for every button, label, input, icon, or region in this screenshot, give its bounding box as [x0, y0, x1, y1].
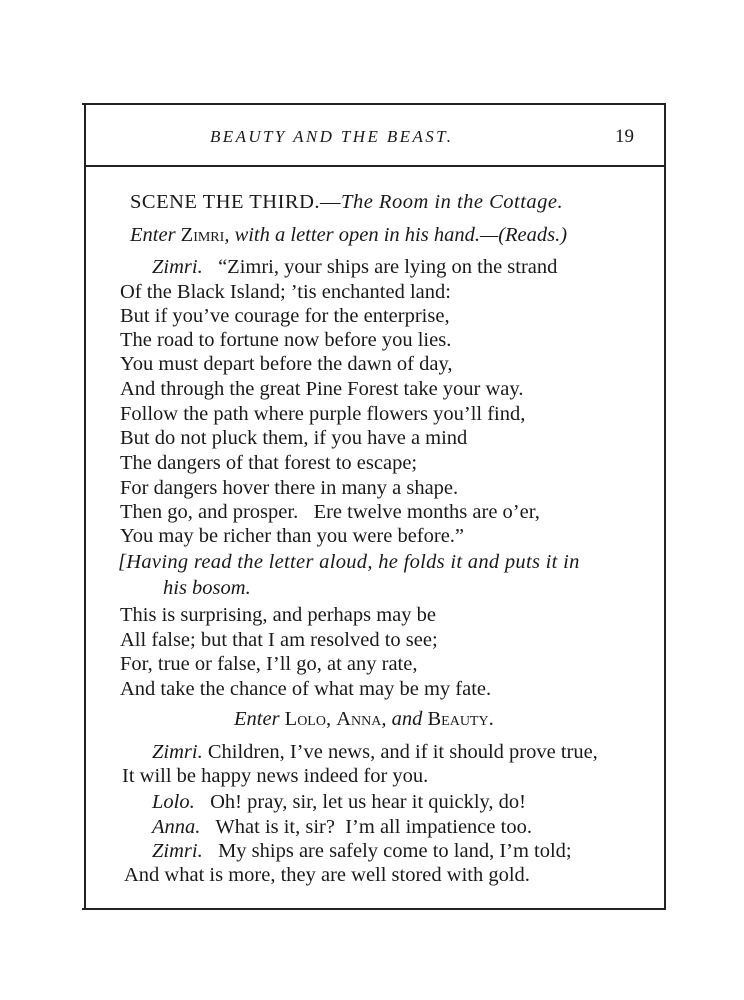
stage-direction-line: his bosom. [163, 577, 251, 599]
verse-line [152, 817, 532, 838]
page-number: 19 [615, 126, 634, 147]
verse-line: Then go, and prosper. Ere twelve months are o’er, [120, 501, 540, 523]
entrance-action: , with a letter open in his hand.—(Reads.) [224, 224, 568, 246]
speaker-name: Zimri. [152, 256, 203, 278]
right-border-rule [664, 103, 666, 909]
top-border-rule [82, 103, 664, 105]
verse-text: “Zimri, your ships are lying on the strand [218, 256, 558, 278]
stage-entrance-2 [234, 709, 494, 730]
scene-heading-dash: — [320, 191, 342, 213]
entrance-character-name: Beauty. [427, 708, 494, 730]
verse-text: My ships are safely come to land, I’m told; [218, 840, 572, 862]
verse-line [152, 841, 572, 862]
speaker-name: Zimri. [152, 741, 203, 763]
speaker-name: Zimri. [152, 840, 203, 862]
verse-text: What is it, sir? I’m all impatience too. [215, 816, 532, 838]
verse-line [152, 742, 598, 763]
verse-line: All false; but that I am resolved to see; [120, 629, 438, 651]
verse-line: Of the Black Island; ’tis enchanted land: [120, 281, 451, 303]
verse-line: And what is more, they are well stored with gold. [124, 864, 530, 886]
entrance-character-name: Lolo [284, 708, 326, 730]
stage-entrance-1 [130, 225, 567, 246]
left-border-rule [84, 103, 86, 909]
entrance-character-name: Zimri [180, 224, 225, 246]
verse-line: But if you’ve courage for the enterprise, [120, 305, 450, 327]
entrance-enter-word: Enter [130, 224, 176, 246]
stage-direction-line: [Having read the letter aloud, he folds it and puts it in [118, 551, 580, 573]
verse-line: Follow the path where purple flowers you’ll find, [120, 403, 526, 425]
speaker-name: Lolo. [152, 791, 195, 813]
verse-line: You must depart before the dawn of day, [120, 353, 453, 375]
verse-line [152, 792, 526, 813]
verse-line: But do not pluck them, if you have a mind [120, 427, 468, 449]
verse-line: You may be richer than you were before.” [120, 525, 465, 547]
verse-line: The dangers of that forest to escape; [120, 452, 418, 474]
entrance-character-name: Anna [336, 708, 382, 730]
verse-line: It will be happy news indeed for you. [122, 765, 429, 787]
verse-text: Children, I’ve news, and if it should prove true, [207, 741, 598, 763]
entrance-enter-word: Enter [234, 708, 280, 730]
bottom-border-rule [82, 908, 666, 910]
entrance-separator: , [325, 708, 337, 730]
header-border-rule [84, 165, 666, 167]
verse-line: And through the great Pine Forest take your way. [120, 378, 524, 400]
scene-heading-title: SCENE THE THIRD. [130, 191, 321, 213]
verse-line [152, 257, 557, 278]
speaker-name: Anna. [152, 816, 201, 838]
entrance-and: , and [381, 708, 423, 730]
verse-line: And take the chance of what may be my fate. [120, 678, 492, 700]
verse-line: For, true or false, I’ll go, at any rate, [120, 653, 418, 675]
scene-heading-place: The Room in the Cottage. [341, 191, 564, 213]
verse-text: Oh! pray, sir, let us hear it quickly, do! [210, 791, 527, 813]
verse-line: For dangers hover there in many a shape. [120, 477, 459, 499]
running-title: BEAUTY AND THE BEAST. [210, 127, 454, 146]
verse-line: The road to fortune now before you lies. [120, 329, 452, 351]
verse-line: This is surprising, and perhaps may be [120, 604, 436, 626]
scene-heading [130, 192, 563, 213]
